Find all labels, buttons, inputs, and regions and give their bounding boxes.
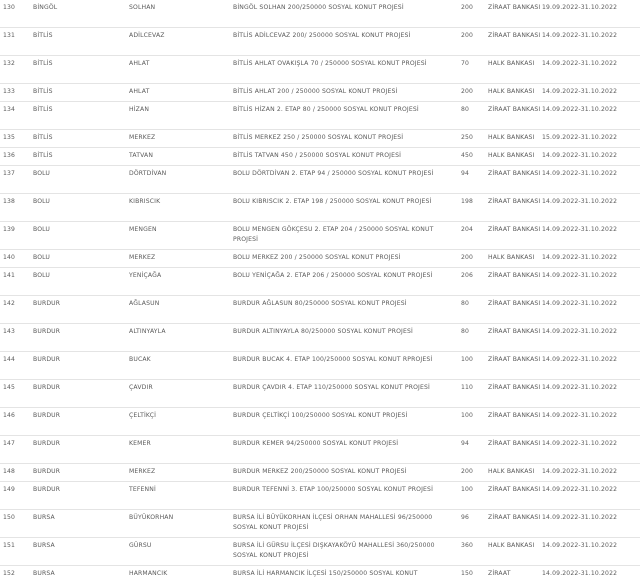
row-number: 149 xyxy=(0,482,33,510)
table-row xyxy=(0,380,640,408)
housing-count-cell: 94 xyxy=(461,436,488,464)
application-dates-cell: 15.09.2022-31.10.2022 xyxy=(542,130,640,148)
project-name-cell: BİTLİS ADİLCEVAZ 200/ 250000 SOSYAL KONUT PROJESİ xyxy=(233,28,461,56)
table-row xyxy=(0,166,640,194)
row-number: 145 xyxy=(0,380,33,408)
city-cell: BURDUR xyxy=(33,296,129,324)
bank-cell: HALK BANKASI xyxy=(488,148,542,166)
row-number: 142 xyxy=(0,296,33,324)
row-number: 140 xyxy=(0,250,33,268)
bank-cell: ZİRAAT BANKASI xyxy=(488,28,542,56)
city-cell: BİTLİS xyxy=(33,56,129,84)
housing-count-cell: 450 xyxy=(461,148,488,166)
project-name-cell: BURDUR ÇELTİKÇİ 100/250000 SOSYAL KONUT PROJESİ xyxy=(233,408,461,436)
city-cell: BOLU xyxy=(33,250,129,268)
city-cell: BURDUR xyxy=(33,380,129,408)
city-cell: BİTLİS xyxy=(33,84,129,102)
table-row xyxy=(0,56,640,84)
bank-cell: HALK BANKASI xyxy=(488,130,542,148)
city-cell: BURDUR xyxy=(33,408,129,436)
table-row xyxy=(0,28,640,56)
table-row xyxy=(0,538,640,566)
district-cell: BUCAK xyxy=(129,352,233,380)
application-dates-cell: 14.09.2022-31.10.2022 xyxy=(542,296,640,324)
row-number: 148 xyxy=(0,464,33,482)
application-dates-cell: 14.09.2022-31.10.2022 xyxy=(542,538,640,566)
row-number: 139 xyxy=(0,222,33,250)
project-name-cell: BURDUR ALTINYAYLA 80/250000 SOSYAL KONUT PROJESİ xyxy=(233,324,461,352)
table-row xyxy=(0,84,640,102)
city-cell: BURDUR xyxy=(33,436,129,464)
bank-cell: ZİRAAT BANKASI xyxy=(488,436,542,464)
district-cell: MERKEZ xyxy=(129,464,233,482)
application-dates-cell: 14.09.2022-31.10.2022 xyxy=(542,482,640,510)
city-cell: BURSA xyxy=(33,538,129,566)
housing-count-cell: 70 xyxy=(461,56,488,84)
row-number: 152 xyxy=(0,566,33,583)
district-cell: ÇAVDIR xyxy=(129,380,233,408)
project-name-cell: BURDUR AĞLASUN 80/250000 SOSYAL KONUT PROJESİ xyxy=(233,296,461,324)
city-cell: BURDUR xyxy=(33,324,129,352)
housing-count-cell: 200 xyxy=(461,250,488,268)
district-cell: SOLHAN xyxy=(129,0,233,28)
bank-cell: HALK BANKASI xyxy=(488,464,542,482)
table-row xyxy=(0,324,640,352)
bank-cell: ZİRAAT BANKASI xyxy=(488,482,542,510)
table-row xyxy=(0,194,640,222)
city-cell: BOLU xyxy=(33,268,129,296)
district-cell: MERKEZ xyxy=(129,250,233,268)
district-cell: KIBRISCIK xyxy=(129,194,233,222)
project-name-cell: BİTLİS HİZAN 2. ETAP 80 / 250000 SOSYAL KONUT PROJESİ xyxy=(233,102,461,130)
application-dates-cell: 14.09.2022-31.10.2022 xyxy=(542,250,640,268)
application-dates-cell: 19.09.2022-31.10.2022 xyxy=(542,0,640,28)
bank-cell: ZİRAAT BANKASI xyxy=(488,166,542,194)
district-cell: TEFENNİ xyxy=(129,482,233,510)
city-cell: BİTLİS xyxy=(33,148,129,166)
housing-count-cell: 80 xyxy=(461,324,488,352)
bank-cell: ZİRAAT xyxy=(488,566,542,583)
bank-cell: ZİRAAT BANKASI xyxy=(488,296,542,324)
bank-cell: HALK BANKASI xyxy=(488,538,542,566)
row-number: 134 xyxy=(0,102,33,130)
bank-cell: HALK BANKASI xyxy=(488,84,542,102)
table-row xyxy=(0,408,640,436)
row-number: 146 xyxy=(0,408,33,436)
district-cell: BÜYÜKORHAN xyxy=(129,510,233,538)
project-name-cell: BURDUR TEFENNİ 3. ETAP 100/250000 SOSYAL KONUT PROJESİ xyxy=(233,482,461,510)
city-cell: BOLU xyxy=(33,222,129,250)
housing-count-cell: 204 xyxy=(461,222,488,250)
table-row xyxy=(0,464,640,482)
application-dates-cell: 14.09.2022-31.10.2022 xyxy=(542,148,640,166)
district-cell: ADİLCEVAZ xyxy=(129,28,233,56)
city-cell: BİTLİS xyxy=(33,130,129,148)
district-cell: TATVAN xyxy=(129,148,233,166)
table-row xyxy=(0,510,640,538)
row-number: 133 xyxy=(0,84,33,102)
housing-count-cell: 200 xyxy=(461,0,488,28)
housing-count-cell: 80 xyxy=(461,102,488,130)
city-cell: BİTLİS xyxy=(33,102,129,130)
row-number: 144 xyxy=(0,352,33,380)
project-name-cell: BURSA İLİ GÜRSU İLÇESİ DIŞKAYAKÖYÜ MAHALLESİ 360/250000 SOSYAL KONUT PROJESİ xyxy=(233,538,461,566)
city-cell: BİTLİS xyxy=(33,28,129,56)
bank-cell: ZİRAAT BANKASI xyxy=(488,222,542,250)
project-name-cell: BOLU MERKEZ 200 / 250000 SOSYAL KONUT PROJESİ xyxy=(233,250,461,268)
row-number: 137 xyxy=(0,166,33,194)
district-cell: GÜRSU xyxy=(129,538,233,566)
project-name-cell: BURSA İLİ BÜYÜKORHAN İLÇESİ ORHAN MAHALLESİ 96/250000 SOSYAL KONUT PROJESİ xyxy=(233,510,461,538)
bank-cell: ZİRAAT BANKASI xyxy=(488,102,542,130)
table-row xyxy=(0,148,640,166)
application-dates-cell: 14.09.2022-31.10.2022 xyxy=(542,352,640,380)
city-cell: BURDUR xyxy=(33,482,129,510)
district-cell: MERKEZ xyxy=(129,130,233,148)
row-number: 150 xyxy=(0,510,33,538)
bank-cell: ZİRAAT BANKASI xyxy=(488,268,542,296)
row-number: 135 xyxy=(0,130,33,148)
housing-count-cell: 360 xyxy=(461,538,488,566)
bank-cell: ZİRAAT BANKASI xyxy=(488,324,542,352)
project-name-cell: BOLU MENGEN GÖKÇESU 2. ETAP 204 / 250000 SOSYAL KONUT PROJESİ xyxy=(233,222,461,250)
table-row xyxy=(0,250,640,268)
row-number: 151 xyxy=(0,538,33,566)
project-name-cell: BURDUR BUCAK 4. ETAP 100/250000 SOSYAL KONUT RPROJESİ xyxy=(233,352,461,380)
application-dates-cell: 14.09.2022-31.10.2022 xyxy=(542,56,640,84)
housing-count-cell: 200 xyxy=(461,464,488,482)
application-dates-cell: 14.09.2022-31.10.2022 xyxy=(542,268,640,296)
project-name-cell: BURDUR ÇAVDIR 4. ETAP 110/250000 SOSYAL KONUT PROJESİ xyxy=(233,380,461,408)
project-name-cell: BOLU KIBRISCIK 2. ETAP 198 / 250000 SOSYAL KONUT PROJESİ xyxy=(233,194,461,222)
district-cell: ÇELTİKÇİ xyxy=(129,408,233,436)
project-name-cell: BİNGÖL SOLHAN 200/250000 SOSYAL KONUT PROJESİ xyxy=(233,0,461,28)
table-row xyxy=(0,436,640,464)
application-dates-cell: 14.09.2022-31.10.2022 xyxy=(542,324,640,352)
district-cell: HARMANCIK xyxy=(129,566,233,583)
district-cell: AĞLASUN xyxy=(129,296,233,324)
district-cell: AHLAT xyxy=(129,84,233,102)
city-cell: BURSA xyxy=(33,566,129,583)
district-cell: AHLAT xyxy=(129,56,233,84)
housing-count-cell: 96 xyxy=(461,510,488,538)
project-name-cell: BİTLİS MERKEZ 250 / 250000 SOSYAL KONUT PROJESİ xyxy=(233,130,461,148)
application-dates-cell: 14.09.2022-31.10.2022 xyxy=(542,166,640,194)
application-dates-cell: 14.09.2022-31.10.2022 xyxy=(542,84,640,102)
row-number: 131 xyxy=(0,28,33,56)
housing-count-cell: 206 xyxy=(461,268,488,296)
table-row xyxy=(0,482,640,510)
table-row xyxy=(0,566,640,583)
city-cell: BİNGÖL xyxy=(33,0,129,28)
table-row xyxy=(0,296,640,324)
project-name-cell: BURSA İLİ HARMANCIK İLÇESİ 150/250000 SOSYAL KONUT xyxy=(233,566,461,583)
bank-cell: ZİRAAT BANKASI xyxy=(488,408,542,436)
housing-count-cell: 150 xyxy=(461,566,488,583)
project-name-cell: BURDUR KEMER 94/250000 SOSYAL KONUT PROJESİ xyxy=(233,436,461,464)
application-dates-cell: 14.09.2022-31.10.2022 xyxy=(542,566,640,583)
application-dates-cell: 14.09.2022-31.10.2022 xyxy=(542,380,640,408)
city-cell: BURSA xyxy=(33,510,129,538)
housing-count-cell: 80 xyxy=(461,296,488,324)
application-dates-cell: 14.09.2022-31.10.2022 xyxy=(542,408,640,436)
bank-cell: ZİRAAT BANKASI xyxy=(488,380,542,408)
project-name-cell: BİTLİS AHLAT 200 / 250000 SOSYAL KONUT PROJESİ xyxy=(233,84,461,102)
application-dates-cell: 14.09.2022-31.10.2022 xyxy=(542,510,640,538)
application-dates-cell: 14.09.2022-31.10.2022 xyxy=(542,222,640,250)
table-row xyxy=(0,102,640,130)
row-number: 132 xyxy=(0,56,33,84)
table-row xyxy=(0,352,640,380)
housing-count-cell: 110 xyxy=(461,380,488,408)
row-number: 141 xyxy=(0,268,33,296)
row-number: 138 xyxy=(0,194,33,222)
project-name-cell: BURDUR MERKEZ 200/250000 SOSYAL KONUT PROJESİ xyxy=(233,464,461,482)
bank-cell: ZİRAAT BANKASI xyxy=(488,0,542,28)
city-cell: BOLU xyxy=(33,194,129,222)
project-name-cell: BİTLİS AHLAT OVAKIŞLA 70 / 250000 SOSYAL KONUT PROJESİ xyxy=(233,56,461,84)
housing-count-cell: 100 xyxy=(461,352,488,380)
bank-cell: ZİRAAT BANKASI xyxy=(488,352,542,380)
table-row xyxy=(0,222,640,250)
housing-count-cell: 250 xyxy=(461,130,488,148)
district-cell: MENGEN xyxy=(129,222,233,250)
table-row xyxy=(0,0,640,28)
project-name-cell: BİTLİS TATVAN 450 / 250000 SOSYAL KONUT PROJESİ xyxy=(233,148,461,166)
housing-count-cell: 100 xyxy=(461,482,488,510)
city-cell: BOLU xyxy=(33,166,129,194)
bank-cell: ZİRAAT BANKASI xyxy=(488,194,542,222)
district-cell: ALTINYAYLA xyxy=(129,324,233,352)
housing-count-cell: 200 xyxy=(461,28,488,56)
city-cell: BURDUR xyxy=(33,464,129,482)
application-dates-cell: 14.09.2022-31.10.2022 xyxy=(542,102,640,130)
row-number: 130 xyxy=(0,0,33,28)
bank-cell: ZİRAAT BANKASI xyxy=(488,510,542,538)
bank-cell: HALK BANKASI xyxy=(488,56,542,84)
city-cell: BURDUR xyxy=(33,352,129,380)
table-row xyxy=(0,130,640,148)
application-dates-cell: 14.09.2022-31.10.2022 xyxy=(542,464,640,482)
district-cell: KEMER xyxy=(129,436,233,464)
housing-count-cell: 200 xyxy=(461,84,488,102)
table-row xyxy=(0,268,640,296)
housing-count-cell: 198 xyxy=(461,194,488,222)
row-number: 147 xyxy=(0,436,33,464)
project-name-cell: BOLU YENİÇAĞA 2. ETAP 206 / 250000 SOSYAL KONUT PROJESİ xyxy=(233,268,461,296)
housing-count-cell: 100 xyxy=(461,408,488,436)
district-cell: DÖRTDİVAN xyxy=(129,166,233,194)
project-name-cell: BOLU DÖRTDİVAN 2. ETAP 94 / 250000 SOSYAL KONUT PROJESİ xyxy=(233,166,461,194)
application-dates-cell: 14.09.2022-31.10.2022 xyxy=(542,194,640,222)
district-cell: HİZAN xyxy=(129,102,233,130)
district-cell: YENİÇAĞA xyxy=(129,268,233,296)
bank-cell: HALK BANKASI xyxy=(488,250,542,268)
application-dates-cell: 14.09.2022-31.10.2022 xyxy=(542,436,640,464)
application-dates-cell: 14.09.2022-31.10.2022 xyxy=(542,28,640,56)
row-number: 143 xyxy=(0,324,33,352)
row-number: 136 xyxy=(0,148,33,166)
housing-count-cell: 94 xyxy=(461,166,488,194)
